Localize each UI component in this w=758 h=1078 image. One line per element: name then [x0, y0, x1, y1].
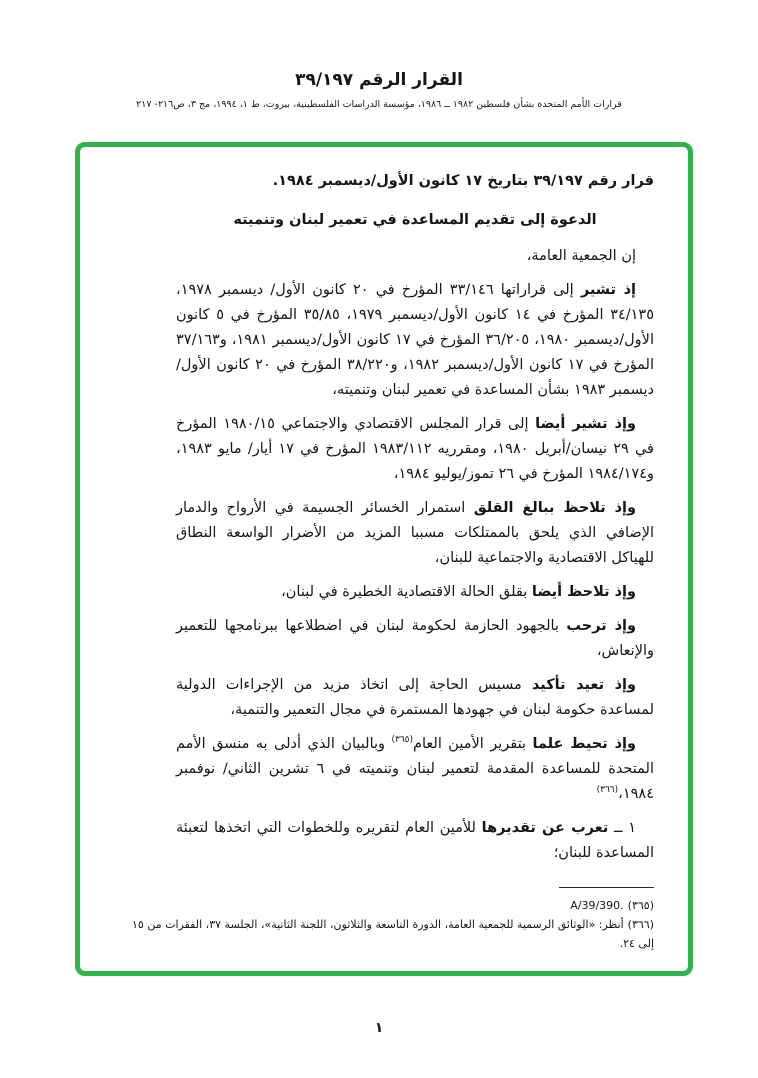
page-title: القرار الرقم ٣٩/١٩٧: [295, 70, 463, 90]
footnote-ref-365: (٣٦٥): [391, 735, 414, 746]
paragraph-text: مسيس الحاجة إلى اتخاذ مزيد من الإجراءات الدولية لمساعدة حكومة لبنان في جهودها المستمرة في مجال التعمير والتنمية،: [176, 677, 654, 718]
footnote-text: A/39/390.: [570, 899, 624, 912]
item-number: ١ ــ: [608, 820, 636, 836]
green-frame: [75, 142, 693, 976]
paragraph-lead: وإذ تلاحظ أيضا: [531, 584, 636, 600]
preamble-paragraph-7: [176, 732, 654, 807]
footnote-separator: [559, 887, 654, 888]
source-citation: قرارات الأمم المتحدة بشأن فلسطين ١٩٨٢ ــ ١٩٨٦، مؤسسة الدراسات الفلسطينية، بيروت، ط ١، ١٩٩٤، مج ٣، ص٢١٦- ٢١٧: [136, 99, 622, 110]
paragraph-text: إلى قرار المجلس الاقتصادي والاجتماعي ١٩٨٠/١٥ المؤرخ في ٢٩ نيسان/أبريل ١٩٨٠، ومقرريه ١٩٨٣/١١٢ المؤرخ في ١٧ أيار/ مايو ١٩٨٣، و١٩٨٤/١٧٤ المؤرخ في ٢٦ تموز/يوليو ١٩٨٤،: [176, 416, 654, 482]
paragraph-text: بالجهود الحازمة لحكومة لبنان في اضطلاعها ببرنامجها للتعمير والإنعاش،: [176, 618, 654, 659]
preamble-paragraph-3: [176, 496, 654, 571]
footnote-marker: (٣٦٥): [627, 899, 654, 912]
paragraph-lead: وإذ تشير أيضا: [535, 416, 636, 432]
preamble-paragraph-2: [176, 412, 654, 487]
paragraph-lead: وإذ تلاحظ ببالغ القلق: [473, 500, 637, 516]
opening-line: إن الجمعية العامة،: [526, 248, 636, 264]
footnote-marker: (٣٦٦): [627, 918, 654, 931]
resolution-number-line: قرار رقم ٣٩/١٩٧ بتاريخ ١٧ كانون الأول/ديسمبر ١٩٨٤.: [272, 173, 654, 189]
preamble-paragraph-4: [176, 580, 654, 605]
resolution-subtitle: الدعوة إلى تقديم المساعدة في تعمير لبنان وتنميته: [233, 212, 597, 228]
footnote-ref-366: (٣٦٦): [596, 785, 619, 796]
paragraph-text: وبالبيان الذي أدلى به منسق الأمم المتحدة للمساعدة المقدمة لتعمير لبنان وتنميته في ٦ تشرين الثاني/ نوفمبر ١٩٨٤،: [176, 736, 654, 802]
footnotes-section: [132, 887, 654, 953]
footnote-text: أنظر: «الوثائق الرسمية للجمعية العامة، الدورة التاسعة والثلاثون، اللجنة الثانية»، الجلسة ٣٧، الفقرات من ١٥ إلى ٢٤.: [132, 918, 654, 950]
preamble-paragraph-1: [176, 278, 654, 403]
paragraph-lead: وإذ تحيط علما: [532, 736, 636, 752]
footnote-366: [132, 915, 654, 953]
paragraph-text: بتقرير الأمين العام: [413, 736, 533, 752]
footnote-365: [132, 896, 654, 915]
paragraph-text: للأمين العام لتقريره وللخطوات التي اتخذها لتعبئة المساعدة للبنان؛: [176, 820, 654, 861]
resolution-body: [80, 147, 688, 866]
operative-paragraph-1: [176, 816, 654, 866]
page-number: ١: [374, 1020, 384, 1036]
preamble-paragraph-6: [176, 673, 654, 723]
page-header: [0, 70, 758, 110]
preamble-paragraph-5: [176, 614, 654, 664]
paragraph-text: استمرار الخسائر الجسيمة في الأرواح والدمار الإضافي الذي يلحق بالممتلكات مسببا المزيد من الأضرار الواسعة النطاق للهياكل الاقتصادية والاجتماعية للبنان،: [176, 500, 654, 566]
paragraph-text: بقلق الحالة الاقتصادية الخطيرة في لبنان،: [281, 584, 532, 600]
paragraph-lead: إذ تشير: [580, 282, 636, 298]
paragraph-lead: وإذ ترحب: [566, 618, 636, 634]
paragraph-lead: تعرب عن تقديرها: [481, 820, 609, 836]
paragraph-text: إلى قراراتها ٣٣/١٤٦ المؤرخ في ٢٠ كانون الأول/ ديسمبر ١٩٧٨، ٣٤/١٣٥ المؤرخ في ١٤ كانون الأول/ديسمبر ١٩٧٩، ٣٥/٨٥ المؤرخ في ٥ كانون الأول/ديسمبر ١٩٨٠، ٣٦/٢٠٥ المؤرخ في ١٧ كانون الأول/ديسمبر ١٩٨١، و٣٧/١٦٣ المؤرخ في ١٧ كانون الأول/ديسمبر ١٩٨٢، و٣٨/٢٢٠ المؤرخ في ٢٠ كانون الأول/ديسمبر ١٩٨٣ بشأن المساعدة في تعمير لبنان وتنميته،: [176, 282, 655, 398]
paragraph-lead: وإذ تعيد تأكيد: [531, 677, 636, 693]
